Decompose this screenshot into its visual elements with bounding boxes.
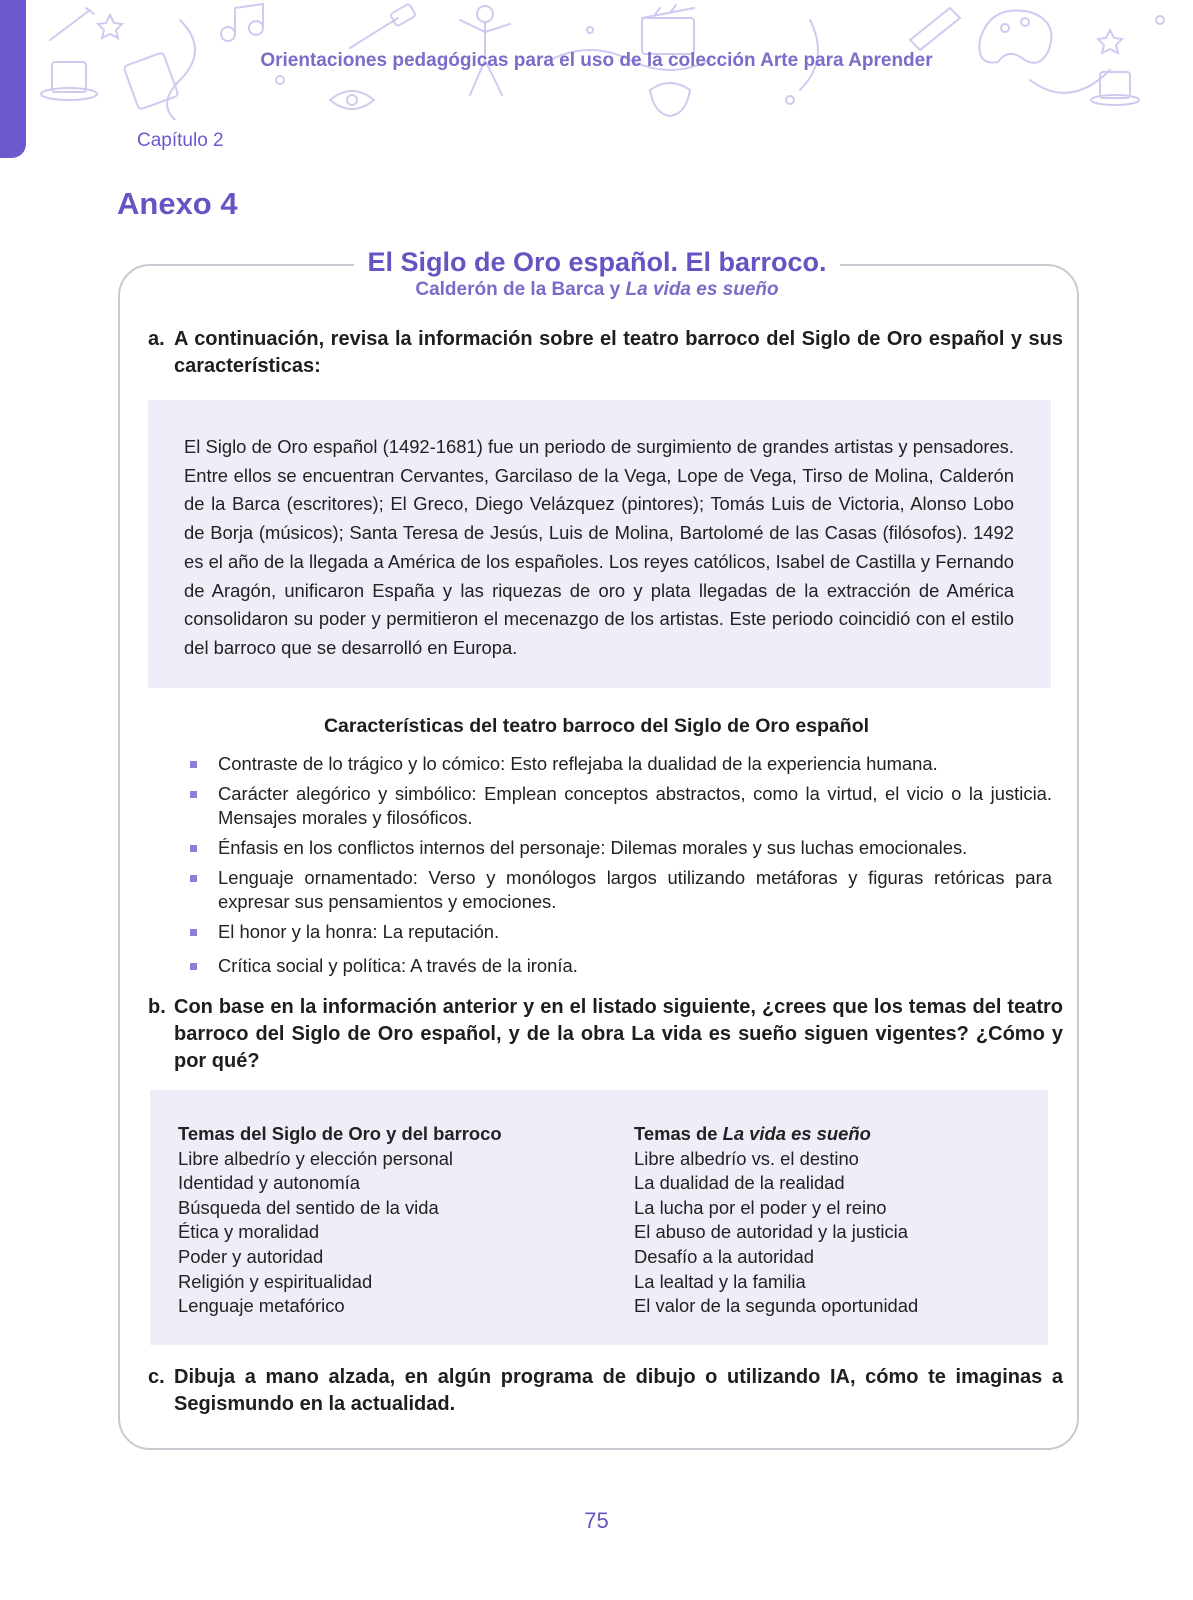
question-b-text: Con base en la información anterior y en el listado siguiente, ¿crees que los temas del teatro barroco del Siglo de Oro español, y de la obra La vida es sueño siguen vigentes? ¿Cómo y por qué? (174, 996, 1063, 1072)
list-item (188, 920, 1052, 944)
list-item (188, 752, 1052, 776)
characteristics-title: Características del teatro barroco del Siglo de Oro español (323, 715, 870, 737)
film-clapper-icon (642, 5, 694, 54)
subtitle-work-title: La vida es sueño (625, 279, 779, 300)
list-item: Religión y espiritualidad (178, 1270, 373, 1292)
star-icon (98, 15, 122, 38)
info-box (148, 400, 1051, 688)
question-c-label: c. (148, 1366, 165, 1388)
list-item: El valor de la segunda oportunidad (634, 1295, 919, 1317)
chapter-label: Capítulo 2 (137, 130, 224, 151)
bullet-square-icon (190, 963, 197, 970)
list-item: Desafío a la autoridad (634, 1245, 814, 1267)
music-note-icon (221, 4, 263, 41)
list-item-text: El honor y la honra: La reputación. (218, 921, 500, 942)
list-item-text: Lenguaje ornamentado: Verso y monólogos largos utilizando metáforas y figuras retóricas para expresar sus pensamientos y emociones. (218, 867, 1052, 912)
series-title: Orientaciones pedagógicas para el uso de la colección Arte para Aprender (260, 50, 933, 71)
list-item (188, 782, 1052, 830)
section-subtitle (354, 278, 840, 302)
characteristics-list (188, 752, 1052, 978)
top-hat-icon-2 (1091, 72, 1139, 105)
theater-mask-icon (650, 83, 690, 116)
heading-work-title: La vida es sueño (722, 1123, 871, 1144)
question-b (148, 994, 1063, 1075)
list-item-text: Carácter alegórico y simbólico: Emplean conceptos abstractos, como la virtud, el vicio o la justicia. Mensajes morales y filosóficos. (218, 783, 1052, 828)
list-item: La dualidad de la realidad (634, 1172, 845, 1194)
themes-box (150, 1090, 1048, 1345)
list-item (188, 836, 1052, 860)
themes-column-work (634, 1122, 918, 1319)
list-item: Libre albedrío y elección personal (178, 1147, 454, 1169)
list-item-text: Contraste de lo trágico y lo cómico: Esto reflejaba la dualidad de la experiencia humana. (218, 753, 938, 774)
themes-right-heading (634, 1122, 918, 1147)
list-item: Lenguaje metafórico (178, 1295, 345, 1317)
section-title-block (354, 246, 840, 306)
themes-column-baroque (178, 1122, 502, 1319)
list-item: La lealtad y la familia (634, 1270, 806, 1292)
list-item: Poder y autoridad (178, 1245, 324, 1267)
heading-prefix: Temas de (634, 1123, 723, 1144)
page-number: 75 (584, 1508, 609, 1533)
bullet-square-icon (190, 875, 197, 882)
question-a-label: a. (148, 328, 165, 350)
paint-tube-icon (910, 8, 960, 50)
bullet-square-icon (190, 791, 197, 798)
list-item: Búsqueda del sentido de la vida (178, 1196, 439, 1218)
list-item: La lucha por el poder y el reino (634, 1196, 887, 1218)
annex-title: Anexo 4 (117, 186, 238, 221)
list-item-text: Crítica social y política: A través de la ironía. (218, 955, 578, 976)
themes-left-heading: Temas del Siglo de Oro y del barroco (178, 1123, 502, 1144)
list-item: Identidad y autonomía (178, 1172, 360, 1194)
bullet-square-icon (190, 929, 197, 936)
list-item: Ética y moralidad (178, 1221, 320, 1243)
list-item: El abuso de autoridad y la justicia (634, 1221, 908, 1243)
question-b-label: b. (148, 996, 166, 1018)
section-title: El Siglo de Oro español. El barroco. (367, 247, 827, 277)
question-c-text: Dibuja a mano alzada, en algún programa de dibujo o utilizando IA, cómo te imaginas a Segismundo en la actualidad. (174, 1366, 1063, 1415)
eye-icon (330, 91, 374, 109)
bullet-square-icon (190, 761, 197, 768)
paint-brush-icon (350, 3, 416, 48)
list-item (188, 954, 1052, 978)
list-item-text: Énfasis en los conflictos internos del personaje: Dilemas morales y sus luchas emocionales. (218, 837, 968, 858)
question-c (148, 1364, 1063, 1418)
list-item: Libre albedrío vs. el destino (634, 1147, 859, 1169)
subtitle-prefix: Calderón de la Barca y (415, 279, 626, 300)
bullet-square-icon (190, 845, 197, 852)
question-a-text: A continuación, revisa la información sobre el teatro barroco del Siglo de Oro español y sus características: (174, 328, 1063, 377)
info-paragraph: El Siglo de Oro español (1492-1681) fue un periodo de surgimiento de grandes artistas y pensadores. Entre ellos se encuentran Cervantes, Garcilaso de la Vega, Lope de Vega, Tirso de Molina, Calderón de la Barca (escritores); El Greco, Diego Velázquez (pintores); Tomás Luis de Victoria, Alonso Lobo de Borja (músicos); Santa Teresa de Jesús, Luis de Molina, Bartolomé de las Casas (filósofos). 1492 es el año de la llegada a América de los españoles. Los reyes católicos, Isabel de Castilla y Fernando de Aragón, unificaron España y las riquezas de oro y plata llegadas de la extracción de América consolidaron su poder y permitieron el mecenazgo de los artistas. Este periodo coincidió con el estilo del barroco que se desarrolló en Europa. (184, 436, 1014, 658)
chapter-tab-marker (0, 0, 26, 158)
pen-icon (50, 8, 94, 40)
list-item (188, 866, 1052, 914)
question-a (148, 326, 1063, 380)
